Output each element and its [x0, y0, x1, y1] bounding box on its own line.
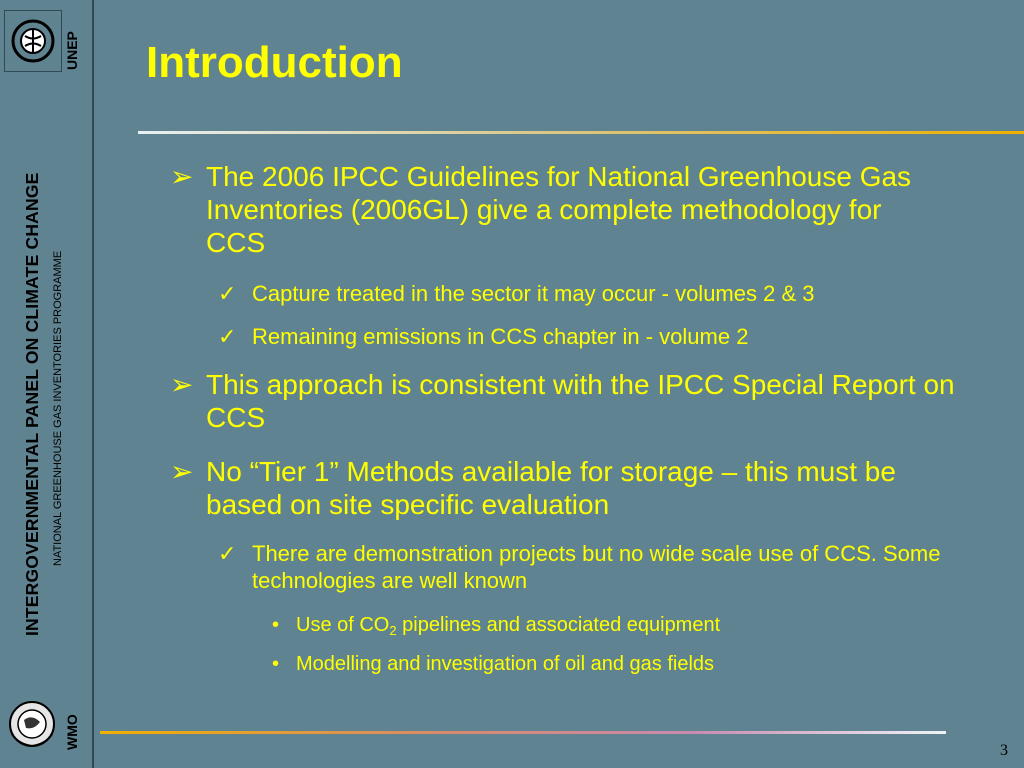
bullet-1: The 2006 IPCC Guidelines for National Greenhouse Gas Inventories (2006GL) give a complete methodology for CCS — [206, 161, 912, 258]
unep-emblem-icon — [10, 18, 56, 64]
sub-sub-bullet-2: Modelling and investigation of oil and gas fields — [296, 653, 715, 675]
programme-label: NATIONAL GREENHOUSE GAS INVENTORIES PROGRAMME — [52, 250, 64, 566]
dot-bullet-icon: • — [272, 614, 280, 636]
ipcc-label: INTERGOVERNMENTAL PANEL ON CLIMATE CHANGE — [22, 172, 42, 636]
wmo-logo — [4, 694, 60, 754]
slide-title: Introduction — [146, 38, 403, 87]
dot-bullet-icon: • — [272, 653, 280, 675]
checkmark-icon: ✓ — [218, 281, 237, 306]
sub-bullet-3: There are demonstration projects but no wide scale use of CCS. Some technologies are well known — [252, 541, 941, 593]
sidebar — [0, 0, 92, 768]
wmo-emblem-icon — [4, 694, 60, 754]
unep-logo — [4, 10, 62, 72]
footer-rule — [100, 731, 946, 734]
arrow-bullet-icon: ➢ — [170, 456, 194, 487]
bullet-3: No “Tier 1” Methods available for storage – this must be based on site specific evaluation — [206, 456, 896, 520]
bullet-2: This approach is consistent with the IPCC Special Report on CCS — [206, 369, 955, 433]
page-number: 3 — [1000, 742, 1008, 759]
wmo-label: WMO — [64, 714, 80, 750]
title-rule — [138, 131, 1024, 134]
sub-bullet-1: Capture treated in the sector it may occur - volumes 2 & 3 — [252, 281, 815, 306]
sub-bullet-2: Remaining emissions in CCS chapter in - volume 2 — [252, 324, 749, 349]
unep-label: UNEP — [64, 31, 80, 70]
sidebar-divider — [92, 0, 94, 768]
checkmark-icon: ✓ — [218, 324, 237, 349]
sub-sub-bullet-1: Use of $CO_2$ pipelines and associated equipment — [296, 614, 721, 638]
arrow-bullet-icon: ➢ — [170, 161, 194, 192]
checkmark-icon: ✓ — [218, 541, 237, 566]
arrow-bullet-icon: ➢ — [170, 369, 194, 400]
